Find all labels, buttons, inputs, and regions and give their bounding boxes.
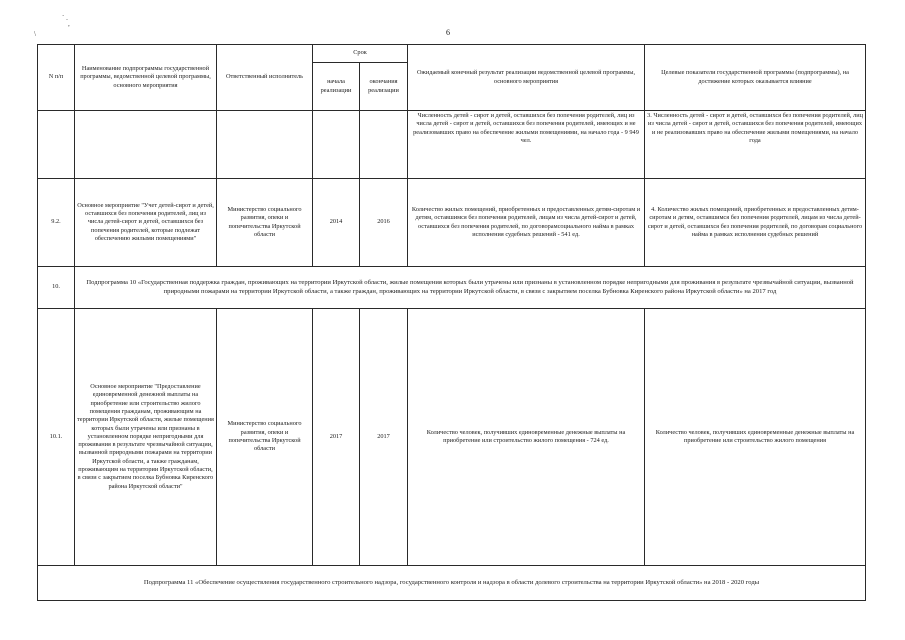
program-table [37,44,866,601]
row-number: 10.1. [38,309,75,566]
header-executor: Ответственный исполнитель [217,45,313,111]
executor-cell: Министерство социального развития, опеки и попечительства Иркутской области [217,309,313,566]
result-cell: Количество жилых помещений, приобретенных и предоставленных детям-сиротам и детям, оставшимся без попечения родителей, лицам из числа детей-сирот и детей, оставшихся без попечения родителей, по договорамсоциального найма в рамках исполнения судебных решений - 541 ед. [408,179,645,267]
result-cell: Численность детей - сирот и детей, оставшихся без попечения родителей, лиц из числа детей - сирот и детей, оставшихся без попечения родителей, имеющих и не реализовавших право на обеспечение жилыми помещениями, на начало года - 9 949 чел. [408,111,645,179]
scan-speck: \ [34,30,36,38]
scan-speck: , [68,20,70,28]
executor-cell: Министерство социального развития, опеки и попечительства Иркутской области [217,179,313,267]
header-row [38,45,866,63]
indicator-cell: Количество человек, получивших единовременные денежные выплаты на приобретение или строительство жилого помещения [645,309,866,566]
header-name: Наименование подпрограммы государственной программы, ведомственной целевой программы, основного мероприятия [75,45,217,111]
header-term: Срок [313,45,408,63]
measure-name: Основное мероприятие "Учет детей-сирот и детей, оставшихся без попечения родителей, лиц из числа детей-сирот и детей, оставшихся без попечения родителей, которые подлежат обеспечению жилыми помещениями" [75,179,217,267]
start-year: 2017 [313,309,360,566]
header-num: N п/п [38,45,75,111]
page-number: 6 [446,28,450,37]
header-indicators: Целевые показатели государственной программы (подпрограммы), на достижение которых оказывается влияние [645,45,866,111]
start-year: 2014 [313,179,360,267]
header-start: начала реализации [313,63,360,111]
indicator-cell: 4. Количество жилых помещений, приобретенных и предоставленных детям-сиротам и детям, оставшимся без попечения родителей, лицам из числа детей-сирот и детей, оставшихся без попечения родителей, по договорам социального найма в рамках исполнения судебных решений [645,179,866,267]
table-row [38,179,866,267]
end-year: 2016 [360,179,408,267]
row-number: 9.2. [38,179,75,267]
subprogram-title: Подпрограмма 11 «Обеспечение осуществления государственного строительного надзора, государственного контроля и надзора в области долевого строительства на территории Иркутской области» на 2018 - 2020 годы [38,566,866,601]
subprogram-row [38,566,866,601]
subprogram-title: Подпрограмма 10 «Государственная поддержка граждан, проживающих на территории Иркутской области, жилые помещения которых были утрачены или признаны в установленном порядке непригодными для проживания в результате чрезвычайной ситуации, вызванной природными пожарами на территории Иркутской области, а также граждан, проживающих на территории Иркутской области, в связи с закрытием поселка Бубновка Киренского района Иркутской области» на 2017 год [75,267,866,309]
result-cell: Количество человек, получивших единовременные денежные выплаты на приобретение или строительство жилого помещения - 724 ед. [408,309,645,566]
header-end: окончания реализации [360,63,408,111]
scan-speck: ` . [62,14,68,22]
indicator-cell: 3. Численность детей - сирот и детей, оставшихся без попечения родителей, лиц из числа детей - сирот и детей, оставшихся без попечения родителей, имеющих и не реализовавших право на обеспечение жилыми помещениями, на начало года [645,111,866,179]
row-number: 10. [38,267,75,309]
subprogram-row [38,267,866,309]
table-row [38,309,866,566]
end-year: 2017 [360,309,408,566]
header-result: Ожидаемый конечный результат реализации ведомственной целевой программы, основного мероприятия [408,45,645,111]
table-row [38,111,866,179]
measure-name: Основное мероприятие "Предоставление единовременной денежной выплаты на приобретение или строительство жилого помещения гражданам, проживающим на территории Иркутской области, жилые помещения которых были утрачены или признаны в установленном порядке непригодными для проживания в результате чрезвычайной ситуации, вызванной природными пожарами на территории Иркутской области, а также гражданам, проживающим на территории Иркутской области, в связи с закрытием поселка Бубновка Киренского района Иркутской области" [75,309,217,566]
